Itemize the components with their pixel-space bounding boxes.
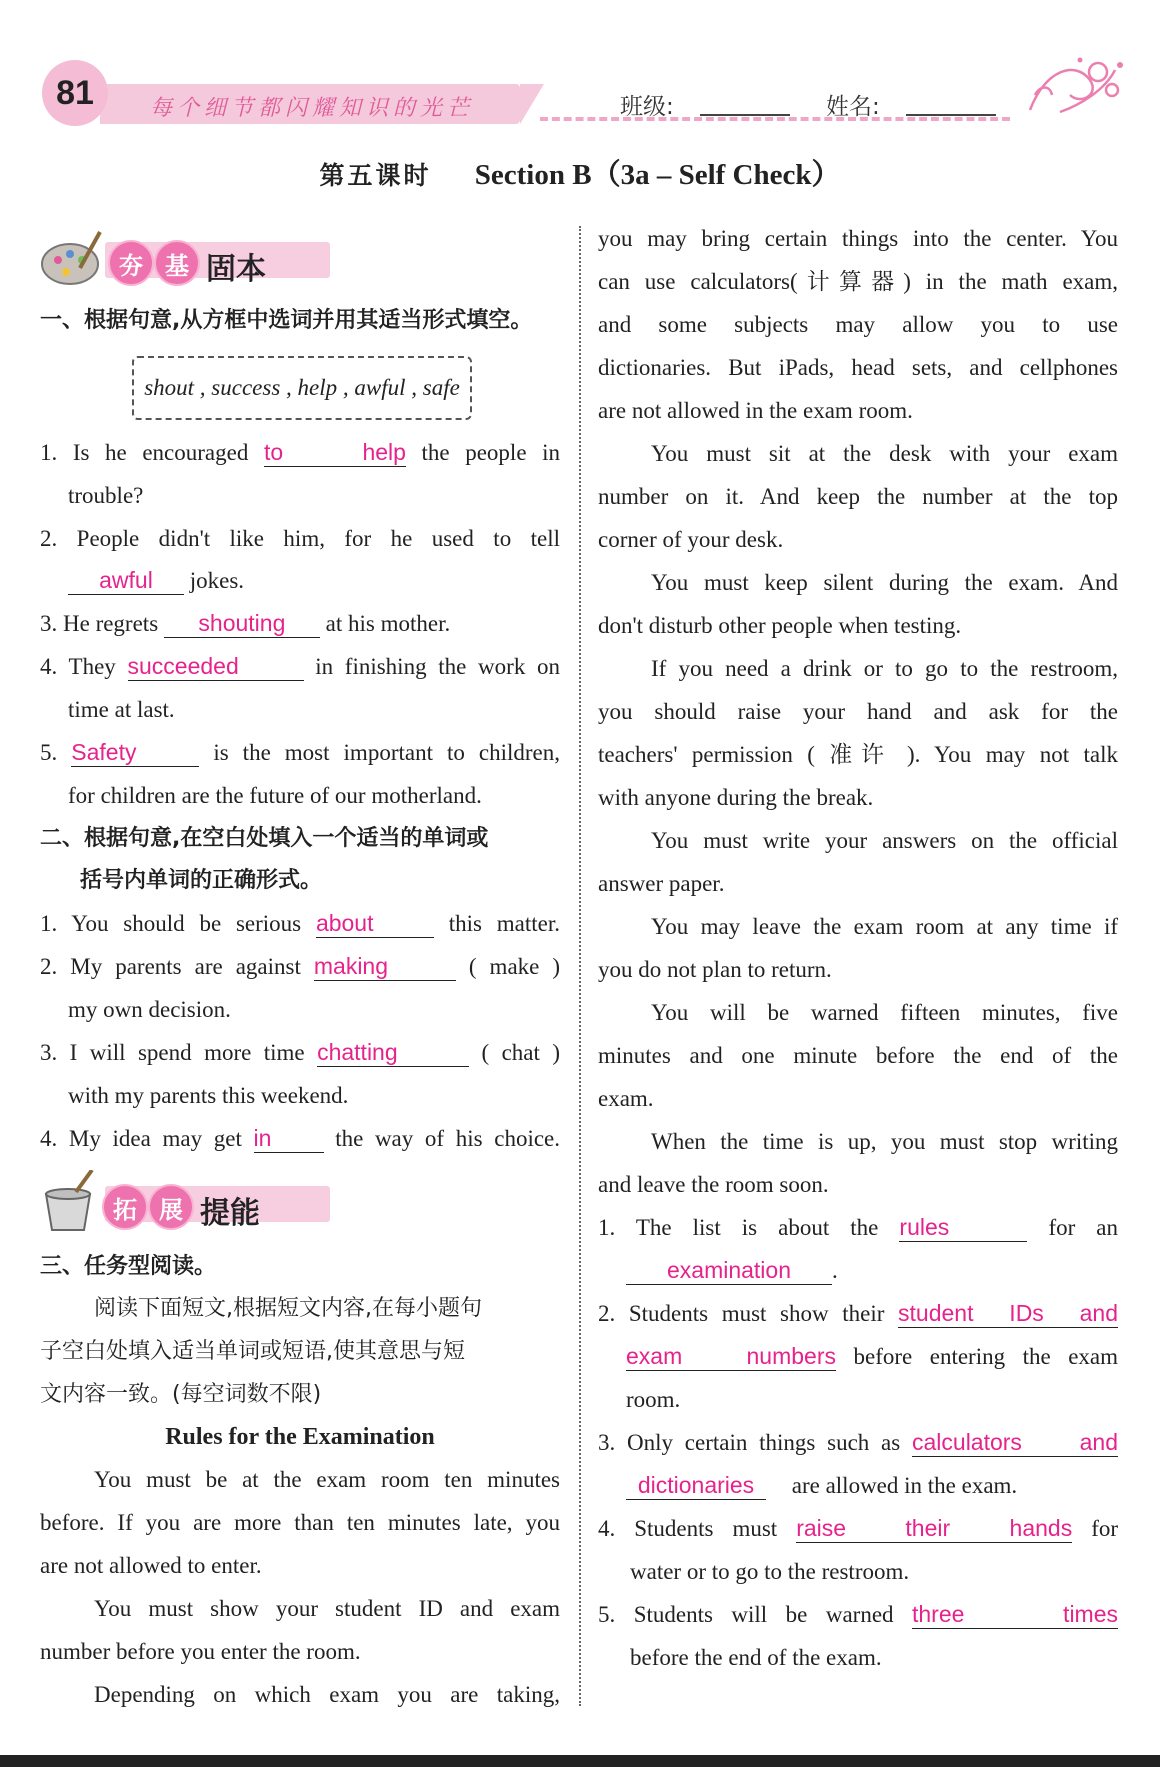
page-number: 81 bbox=[42, 60, 108, 126]
rq4-line2: water or to go to the restroom. bbox=[630, 1559, 910, 1584]
p1-q1-line1 bbox=[40, 438, 560, 468]
badge-1: 拓 bbox=[102, 1184, 148, 1230]
p2-q4 bbox=[40, 1124, 560, 1154]
rq4-post: for bbox=[1091, 1516, 1119, 1541]
passage-right-line: are not allowed in the exam room. bbox=[598, 398, 913, 423]
rq3-post: are allowed in the exam. bbox=[791, 1473, 1018, 1498]
paint-bucket-icon bbox=[40, 1170, 102, 1234]
passage-right-line: You will be warned fifteen minutes, five bbox=[651, 1000, 1118, 1025]
p1-q5-line2: for children are the future of our motherland. bbox=[68, 783, 482, 808]
rq1-post: for an bbox=[1048, 1215, 1119, 1240]
passage-right-line: You must sit at the desk with your exam bbox=[651, 441, 1118, 466]
p1-q4-answer[interactable]: succeeded bbox=[128, 652, 304, 681]
p1-q3-pre: 3. He regrets bbox=[40, 611, 159, 636]
rq2-answer-2[interactable]: exam numbers bbox=[626, 1343, 836, 1369]
class-label: 班级: bbox=[620, 94, 674, 120]
badge-1: 夯 bbox=[108, 240, 154, 286]
passage-right-line: You must write your answers on the official bbox=[651, 828, 1118, 853]
passage-left-line: before. If you are more than ten minutes late, you bbox=[40, 1510, 560, 1535]
column-divider bbox=[579, 226, 581, 1706]
p1-q2-answer[interactable]: awful bbox=[68, 566, 184, 595]
p2-q3-line2: with my parents this weekend. bbox=[68, 1083, 349, 1108]
p2-q4-post: the way of his choice. bbox=[335, 1126, 561, 1151]
p2-q1-post: this matter. bbox=[448, 911, 561, 936]
header-dashed-line bbox=[540, 117, 1010, 121]
rq3-line2 bbox=[626, 1471, 1017, 1501]
passage-right-line: When the time is up, you must stop writing bbox=[651, 1129, 1118, 1154]
rq5-line2: before the end of the exam. bbox=[630, 1645, 882, 1670]
badge-2: 基 bbox=[154, 240, 200, 286]
p2-q1-pre: 1. You should be serious bbox=[40, 911, 302, 936]
rq5-answer[interactable]: three times bbox=[912, 1601, 1118, 1627]
part3-heading: 三、任务型阅读。 bbox=[40, 1254, 217, 1279]
passage-right-line: You must keep silent during the exam. And bbox=[651, 570, 1118, 595]
page-title bbox=[0, 152, 1160, 193]
passage-right-line: corner of your desk. bbox=[598, 527, 784, 552]
p1-q1-post: the people in bbox=[421, 440, 561, 465]
p1-q3 bbox=[40, 609, 450, 639]
rq3-answer-2[interactable]: dictionaries bbox=[626, 1471, 766, 1500]
p2-q4-answer[interactable]: in bbox=[254, 1124, 324, 1153]
p1-q2-post: jokes. bbox=[189, 568, 245, 593]
name-blank[interactable] bbox=[906, 112, 996, 116]
instruction-line2: 子空白处填入适当单词或短语,使其意思与短 bbox=[40, 1339, 465, 1364]
rq3-answer-1[interactable]: calculators and bbox=[912, 1429, 1118, 1455]
part2-heading-line2: 括号内单词的正确形式。 bbox=[80, 868, 323, 893]
p1-q3-answer[interactable]: shouting bbox=[164, 609, 320, 638]
flower-decoration-icon bbox=[1020, 50, 1125, 122]
word-box: shout , success , help , awful , safe bbox=[132, 356, 472, 420]
rq2-line1 bbox=[598, 1299, 1118, 1329]
lesson-label: 第五课时 bbox=[319, 161, 432, 190]
rq1-answer-2[interactable]: examination bbox=[626, 1256, 832, 1285]
p2-q4-pre: 4. My idea may get bbox=[40, 1126, 242, 1151]
instruction-line1: 阅读下面短文,根据短文内容,在每小题句 bbox=[94, 1296, 482, 1321]
passage-right-line: You may leave the exam room at any time if bbox=[651, 914, 1118, 939]
p2-q2-post: ( make ) bbox=[468, 954, 561, 979]
p2-q2-line2: my own decision. bbox=[68, 997, 231, 1022]
p2-q2-pre: 2. My parents are against bbox=[40, 954, 301, 979]
p2-q3-answer[interactable]: chatting bbox=[317, 1038, 469, 1067]
class-blank[interactable] bbox=[700, 112, 790, 116]
passage-right-line: you should raise your hand and ask for the bbox=[598, 699, 1118, 724]
passage-left-line: number before you enter the room. bbox=[40, 1639, 361, 1664]
passage-right-line: number on it. And keep the number at the top bbox=[598, 484, 1118, 509]
passage-right-line: minutes and one minute before the end of the bbox=[598, 1043, 1118, 1068]
p2-q3-post: ( chat ) bbox=[481, 1040, 560, 1065]
p1-q5-line1 bbox=[40, 738, 560, 768]
banner-title: 提能 bbox=[200, 1196, 260, 1231]
p1-q5-post: is the most important to children, bbox=[213, 740, 561, 765]
part1-heading: 一、根据句意,从方框中选词并用其适当形式填空。 bbox=[40, 308, 533, 333]
p1-q3-post: at his mother. bbox=[325, 611, 451, 636]
palette-icon bbox=[40, 228, 104, 288]
p2-q2-line1 bbox=[40, 952, 560, 982]
rq1-line2 bbox=[626, 1256, 838, 1286]
part2-heading-line1: 二、根据句意,在空白处填入一个适当的单词或 bbox=[40, 826, 489, 851]
rq1-period: . bbox=[832, 1258, 838, 1283]
passage-title: Rules for the Examination bbox=[165, 1424, 435, 1450]
rq1-pre: 1. The list is about the bbox=[598, 1215, 879, 1240]
p1-q1-pre: 1. Is he encouraged bbox=[40, 440, 249, 465]
p1-q5-pre: 5. bbox=[40, 740, 58, 765]
passage-right-line: don't disturb other people when testing. bbox=[598, 613, 962, 638]
section-title: Section B（3a – Self Check） bbox=[474, 159, 841, 191]
part3-banner bbox=[40, 1168, 300, 1238]
rq2-pre: 2. Students must show their bbox=[598, 1301, 885, 1326]
part1-banner bbox=[40, 224, 300, 294]
passage-right-line: teachers' permission ( 准许 ). You may not talk bbox=[598, 742, 1118, 767]
p2-q3-line1 bbox=[40, 1038, 560, 1068]
header-slogan: 每个细节都闪耀知识的光芒 bbox=[150, 96, 475, 121]
passage-right-line: answer paper. bbox=[598, 871, 725, 896]
p1-q4-post: in finishing the work on bbox=[315, 654, 561, 679]
passage-right-line: can use calculators(计算器) in the math exam, bbox=[598, 269, 1118, 294]
rq2-line3: room. bbox=[626, 1387, 681, 1412]
passage-right-line: you may bring certain things into the center. You bbox=[598, 226, 1118, 251]
p1-q1-answer[interactable]: to help bbox=[263, 439, 406, 465]
passage-right-line: exam. bbox=[598, 1086, 654, 1111]
bottom-bar bbox=[0, 1755, 1160, 1767]
p1-q4-pre: 4. They bbox=[40, 654, 116, 679]
passage-right-line: with anyone during the break. bbox=[598, 785, 874, 810]
passage-left-line: You must show your student ID and exam bbox=[94, 1596, 560, 1621]
passage-left-line: You must be at the exam room ten minutes bbox=[94, 1467, 560, 1492]
passage-right-line: and leave the room soon. bbox=[598, 1172, 829, 1197]
instruction-line3: 文内容一致。(每空词数不限) bbox=[40, 1382, 322, 1407]
rq1-answer-1[interactable]: rules bbox=[899, 1213, 1027, 1242]
passage-right-line: and some subjects may allow you to use bbox=[598, 312, 1118, 337]
p1-q4-line2: time at last. bbox=[68, 697, 175, 722]
p2-q1 bbox=[40, 909, 560, 939]
p1-q2-line2 bbox=[68, 566, 244, 596]
p2-q2-answer[interactable]: making bbox=[314, 952, 456, 981]
p1-q4-line1 bbox=[40, 652, 560, 682]
p2-q3-pre: 3. I will spend more time bbox=[40, 1040, 305, 1065]
passage-right-line: dictionaries. But iPads, head sets, and cellphones bbox=[598, 355, 1118, 380]
p1-q1-line2: trouble? bbox=[68, 483, 144, 508]
passage-right-line: you do not plan to return. bbox=[598, 957, 832, 982]
p1-q2-line1: 2. People didn't like him, for he used to tell bbox=[40, 526, 560, 551]
passage-left-line: are not allowed to enter. bbox=[40, 1553, 262, 1578]
p1-q5-answer[interactable]: Safety bbox=[71, 738, 199, 767]
rq3-pre: 3. Only certain things such as bbox=[598, 1430, 901, 1455]
passage-right-line: If you need a drink or to go to the restroom, bbox=[651, 656, 1118, 681]
rq4-pre: 4. Students must bbox=[598, 1516, 778, 1541]
rq2-post: before entering the exam bbox=[853, 1344, 1118, 1369]
rq2-answer-1[interactable]: student IDs and bbox=[898, 1300, 1119, 1326]
rq1-line1 bbox=[598, 1213, 1118, 1243]
passage-left-line: Depending on which exam you are taking, bbox=[94, 1682, 560, 1707]
rq5-pre: 5. Students will be warned bbox=[598, 1602, 894, 1627]
rq4-line1 bbox=[598, 1514, 1118, 1544]
name-label: 姓名: bbox=[826, 94, 880, 120]
rq3-line1 bbox=[598, 1428, 1118, 1458]
banner-title: 固本 bbox=[206, 252, 266, 287]
rq4-answer[interactable]: raise their hands bbox=[796, 1515, 1073, 1541]
p2-q1-answer[interactable]: about bbox=[316, 909, 434, 938]
badge-2: 展 bbox=[148, 1184, 194, 1230]
rq2-line2 bbox=[626, 1342, 1118, 1372]
rq5-line1 bbox=[598, 1600, 1118, 1630]
